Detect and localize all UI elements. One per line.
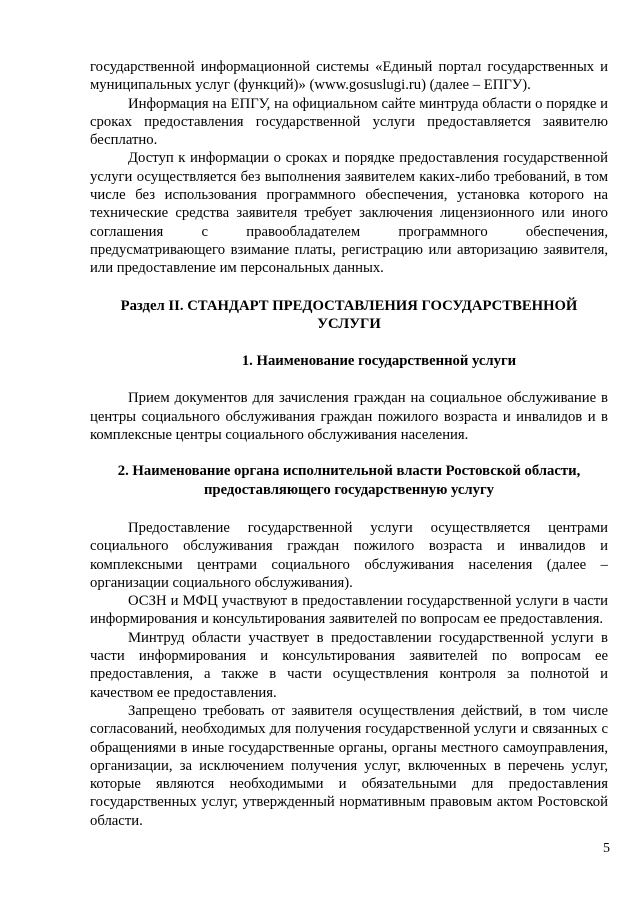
subsection-1-paragraph: Прием документов для зачисления граждан на социальное обслуживание в центры социального обслуживания граждан пожилого возраста и инвалидов и в комплексные центры социального обслуживания населения. xyxy=(90,390,608,444)
subsection-2-paragraph-3: Минтруд области участвует в предоставлении государственной услуги в части информирования и консультирования заявителей по вопросам ее предоставления, а также в части осуществления контроля за полнотой и качеством ее предоставления. xyxy=(90,629,608,701)
subsection-2-paragraph-2: ОСЗН и МФЦ участвуют в предоставлении государственной услуги в части информирования и консультирования заявителей по вопросам ее предоставления. xyxy=(90,593,608,628)
paragraph-epgu-continuation: государственной информационной системы «Единый портал государственных и муниципальных услуг (функций)» (www.gosuslugi.ru) (далее – ЕПГУ). xyxy=(90,59,608,94)
section-title: Раздел II. СТАНДАРТ ПРЕДОСТАВЛЕНИЯ ГОСУДАРСТВЕННОЙ УСЛУГИ xyxy=(120,297,578,332)
subsection-2-heading: 2. Наименование органа исполнительной власти Ростовской области, предоставляющего государственную услугу xyxy=(117,463,581,498)
paragraph-info-free: Информация на ЕПГУ, на официальном сайте минтруда области о порядке и сроках предоставления государственной услуги предоставляется заявителю бесплатно. xyxy=(90,95,608,149)
subsection-2-paragraph-1: Предоставление государственной услуги осуществляется центрами социального обслуживания граждан пожилого возраста и инвалидов и комплексными центрами социального обслуживания населения (далее – организации социального обслуживания). xyxy=(90,519,608,591)
subsection-2-paragraph-4: Запрещено требовать от заявителя осуществления действий, в том числе согласований, необходимых для получения государственной услуги и связанных с обращениями в иные государственные органы, органы местного самоуправления, организации, за исключением получения услуг, включенных в перечень услуг, которые являются необходимыми и обязательными для предоставления государственных услуг, утвержденный нормативным правовым актом Ростовской области. xyxy=(90,702,608,829)
subsection-1-heading: 1. Наименование государственной услуги xyxy=(241,353,517,370)
page-number: 5 xyxy=(603,841,610,856)
paragraph-access-info: Доступ к информации о сроках и порядке предоставления государственной услуги осуществляется без выполнения заявителем каких-либо требований, в том числе без использования программного обеспечения, установка которого на технические средства заявителя требует заключения лицензионного или иного соглашения с правообладателем программного обеспечения, предусматривающего взимание платы, регистрацию или авторизацию заявителя, или предоставление им персональных данных. xyxy=(90,150,608,277)
